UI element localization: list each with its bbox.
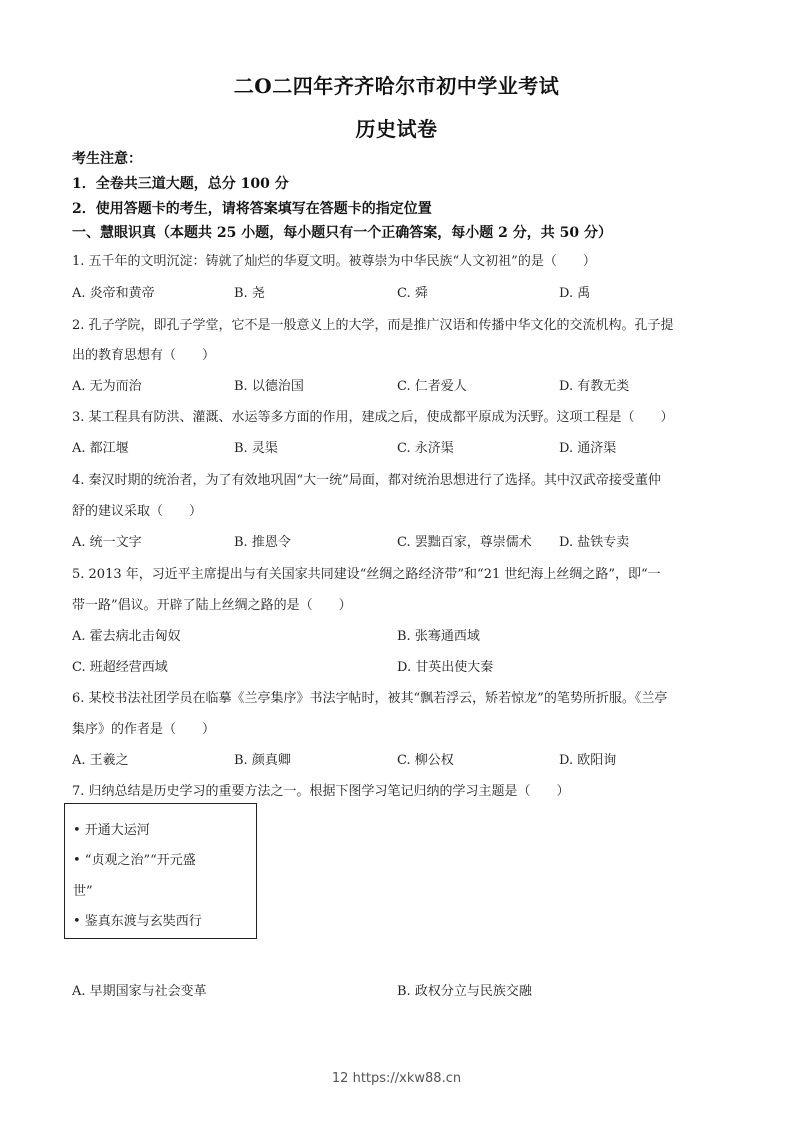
question-6-stem-line-1: 6. 某校书法社团学员在临摹《兰亭集序》书法字帖时，被其“飘若浮云，矫若惊龙”的笔势所折服。《兰亭 bbox=[72, 691, 668, 706]
question-1-option-d[interactable]: D. 禹 bbox=[559, 286, 591, 301]
question-5-option-d[interactable]: D. 甘英出使大秦 bbox=[397, 660, 494, 675]
question-3-option-c[interactable]: C. 永济渠 bbox=[397, 441, 454, 456]
question-6-option-a[interactable]: A. 王羲之 bbox=[72, 753, 129, 768]
section-heading: 一、慧眼识真（本题共 25 小题，每小题只有一个正确答案，每小题 2 分，共 50 分） bbox=[72, 225, 612, 241]
question-2-option-b[interactable]: B. 以德治国 bbox=[234, 379, 304, 394]
question-2-option-c[interactable]: C. 仁者爱人 bbox=[397, 379, 467, 394]
question-1-option-a[interactable]: A. 炎帝和黄帝 bbox=[72, 286, 155, 301]
question-3-option-b[interactable]: B. 灵渠 bbox=[234, 441, 278, 456]
question-3-option-d[interactable]: D. 通济渠 bbox=[559, 441, 617, 456]
question-7-option-b[interactable]: B. 政权分立与民族交融 bbox=[397, 984, 532, 999]
exam-title: 二O二四年齐齐哈尔市初中学业考试 bbox=[233, 74, 560, 98]
note-item-2-continued: 世” bbox=[73, 884, 93, 899]
question-5-stem-line-1: 5. 2013 年，习近平主席提出与有关国家共同建设“丝绸之路经济带”和“21 世纪海上丝绸之路”，即“一 bbox=[72, 567, 661, 582]
question-4-option-c[interactable]: C. 罢黜百家，尊崇儒术 bbox=[397, 535, 532, 550]
question-7-option-a[interactable]: A. 早期国家与社会变革 bbox=[72, 984, 207, 999]
question-4-stem-line-2: 舒的建议采取（ ） bbox=[72, 504, 203, 519]
notice-item-2: 2．使用答题卡的考生，请将答案填写在答题卡的指定位置 bbox=[72, 201, 432, 217]
question-1-option-c[interactable]: C. 舜 bbox=[397, 286, 428, 301]
question-4-option-a[interactable]: A. 统一文字 bbox=[72, 535, 142, 550]
question-5-option-b[interactable]: B. 张骞通西域 bbox=[397, 629, 480, 644]
question-6-stem-line-2: 集序》的作者是（ ） bbox=[72, 722, 216, 737]
question-2-option-d[interactable]: D. 有教无类 bbox=[559, 379, 630, 394]
question-4-option-d[interactable]: D. 盐铁专卖 bbox=[559, 535, 630, 550]
note-item-1: • 开通大运河 bbox=[73, 823, 150, 838]
note-item-2: • “贞观之治”“开元盛 bbox=[73, 853, 196, 868]
question-1-stem: 1. 五千年的文明沉淀：铸就了灿烂的华夏文明。被尊崇为中华民族“人文初祖”的是（ ） bbox=[72, 254, 596, 269]
notice-heading: 考生注意： bbox=[72, 151, 142, 167]
notice-item-1: 1．全卷共三道大题，总分 100 分 bbox=[72, 176, 289, 192]
study-notes-box bbox=[64, 803, 257, 939]
question-2-option-a[interactable]: A. 无为而治 bbox=[72, 379, 142, 394]
question-6-option-d[interactable]: D. 欧阳询 bbox=[559, 753, 617, 768]
question-2-stem-line-2: 出的教育思想有（ ） bbox=[72, 348, 216, 363]
question-7-stem: 7. 归纳总结是历史学习的重要方法之一。根据下图学习笔记归纳的学习主题是（ ） bbox=[72, 784, 570, 799]
question-2-stem-line-1: 2. 孔子学院，即孔子学堂，它不是一般意义上的大学，而是推广汉语和传播中华文化的交流机构。孔子提 bbox=[72, 318, 674, 333]
question-1-option-b[interactable]: B. 尧 bbox=[234, 286, 265, 301]
question-5-option-c[interactable]: C. 班超经营西域 bbox=[72, 660, 168, 675]
question-4-stem-line-1: 4. 秦汉时期的统治者，为了有效地巩固“大一统”局面，都对统治思想进行了选择。其中汉武帝接受董仲 bbox=[72, 473, 661, 488]
question-3-option-a[interactable]: A. 都江堰 bbox=[72, 441, 129, 456]
exam-subtitle: 历史试卷 bbox=[355, 117, 438, 141]
question-4-option-b[interactable]: B. 推恩令 bbox=[234, 535, 291, 550]
question-6-option-c[interactable]: C. 柳公权 bbox=[397, 753, 454, 768]
question-5-stem-line-2: 带一路”倡议。开辟了陆上丝绸之路的是（ ） bbox=[72, 598, 352, 613]
question-6-option-b[interactable]: B. 颜真卿 bbox=[234, 753, 291, 768]
page-footer: 12 https://xkw88.cn bbox=[331, 1071, 462, 1086]
note-item-3: • 鉴真东渡与玄奘西行 bbox=[73, 914, 202, 929]
question-3-stem: 3. 某工程具有防洪、灌溉、水运等多方面的作用，建成之后，使成都平原成为沃野。这项工程是（ ） bbox=[72, 410, 674, 425]
question-5-option-a[interactable]: A. 霍去病北击匈奴 bbox=[72, 629, 181, 644]
